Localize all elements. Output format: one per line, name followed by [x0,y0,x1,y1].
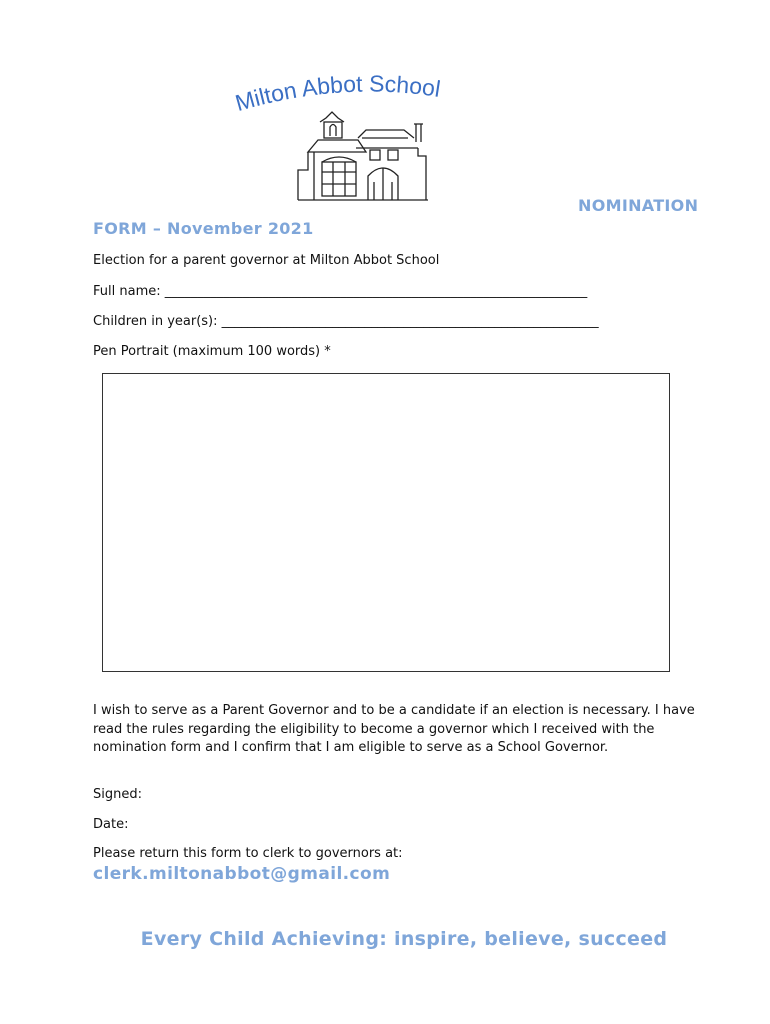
children-year-blank[interactable]: __________________________________________________________ [221,314,599,329]
election-line: Election for a parent governor at Milton Abbot School [93,253,440,268]
form-title-nomination: NOMINATION [578,196,699,215]
return-instruction: Please return this form to clerk to governors at: [93,846,403,861]
clerk-email-link[interactable]: clerk.miltonabbot@gmail.com [93,864,391,884]
full-name-blank[interactable]: _________________________________________________________________ [164,284,588,299]
children-year-field[interactable] [93,314,599,329]
form-title-date: FORM – November 2021 [93,219,314,238]
pen-portrait-label: Pen Portrait (maximum 100 words) * [93,344,331,359]
full-name-label: Full name: [93,284,161,299]
pen-portrait-box[interactable] [102,373,670,672]
date-label: Date: [93,817,129,832]
school-motto: Every Child Achieving: inspire, believe, succeed [140,928,668,950]
school-building-icon [298,112,428,200]
children-year-label: Children in year(s): [93,314,218,329]
logo-school-name: Milton Abbot School [232,72,443,117]
declaration-text: I wish to serve as a Parent Governor and to be a candidate if an election is necessary. I have read the rules regarding the eligibility to become a governor which I received with the nomination form and I confirm that I am eligible to serve as a School Governor. [93,703,695,755]
signed-label: Signed: [93,787,142,802]
full-name-field[interactable] [93,284,587,299]
school-logo [228,72,518,208]
